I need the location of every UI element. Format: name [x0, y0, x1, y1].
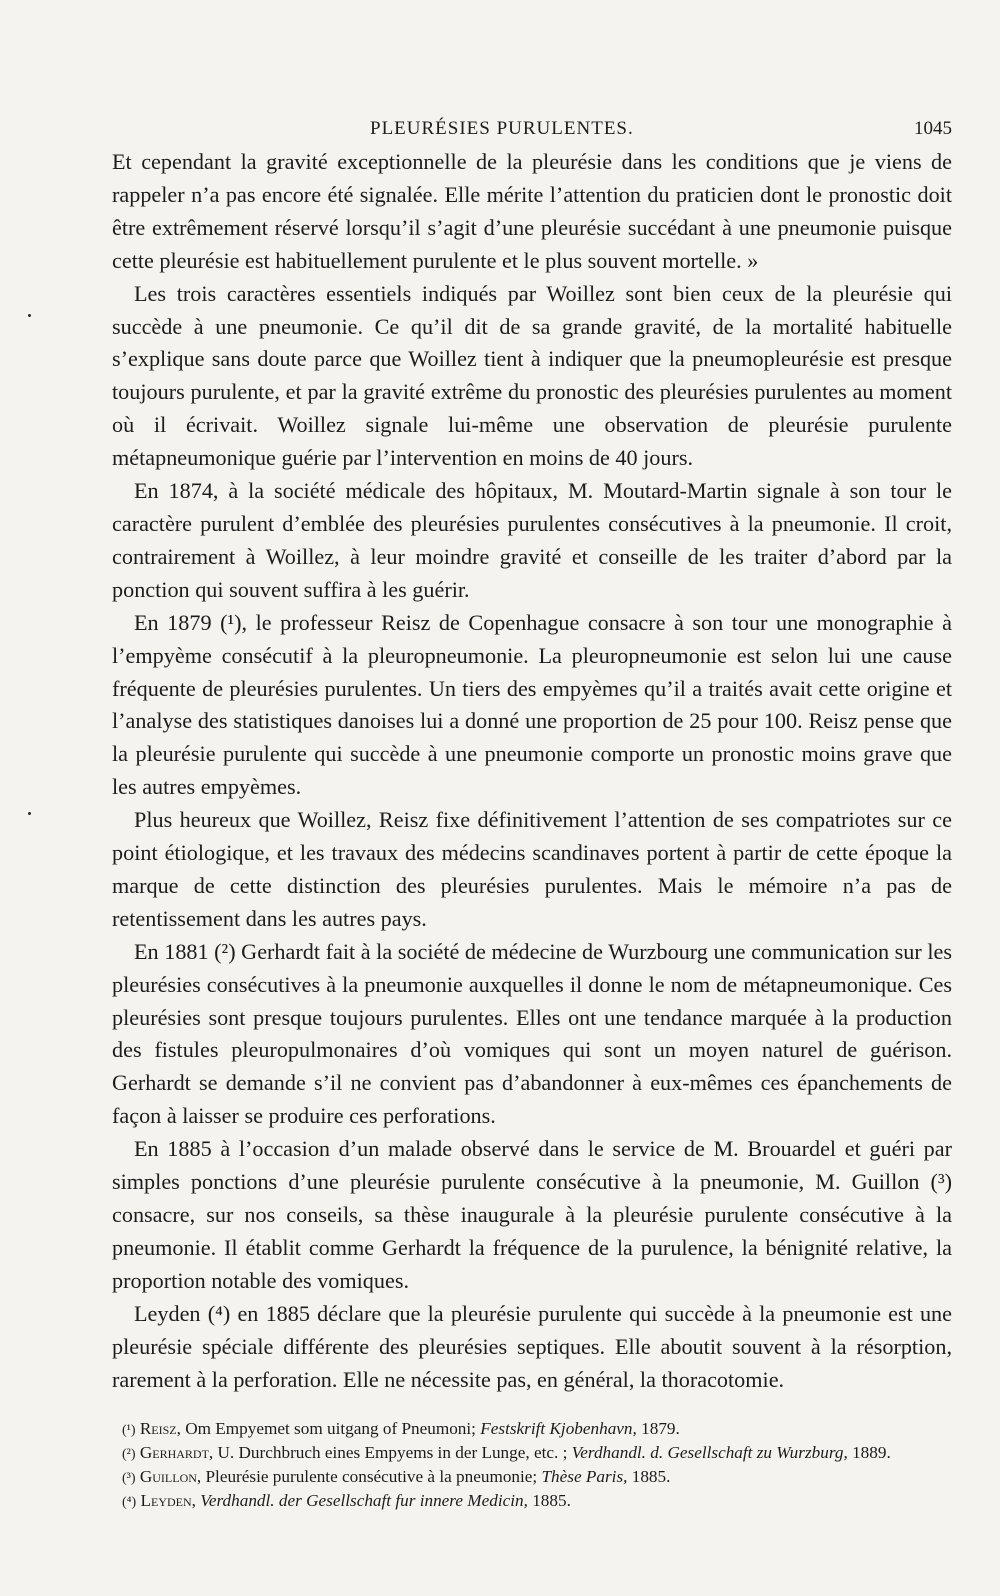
paragraph: En 1879 (¹), le professeur Reisz de Copenhague consacre à son tour une monographie à l’empyème consécutif à la pleuropneumonie. La pleuropneumonie est selon lui une cause fréquente de pleurésies purulentes. Un tiers des empyèmes qu’il a traités avait cette origine et l’analyse des statistiques danoises lui a donné une proportion de 25 pour 100. Reisz pense que la pleurésie purulente qui succède à une pneumonie comporte un pronostic moins grave que les autres empyèmes.	[112, 609, 952, 800]
paragraph: Leyden (⁴) en 1885 déclare que la pleurésie purulente qui succède à la pneumonie est une pleurésie spéciale différente des pleurésies septiques. Elle aboutit souvent à la résorption, rarement à la perforation. Elle ne nécessite pas, en général, la thoracotomie.	[112, 1300, 952, 1392]
footnote-author: Guillon,	[139, 1467, 202, 1487]
footnote-mark: (²)	[122, 1447, 136, 1463]
footnote-source: Festskrift Kjobenhavn,	[480, 1419, 637, 1439]
footnote-text: U. Durchbruch eines Empyems in der Lunge, etc. ;	[213, 1443, 572, 1463]
paragraph: En 1885 à l’occasion d’un malade observé dans le service de M. Brouardel et guéri par simples ponctions d’une pleurésie purulente consécutive à la pneumonie, M. Guillon (³) consacre, sur nos conseils, sa thèse inaugurale à la pleurésie purulente consécutive à la pneumonie. Il établit comme Gerhardt la fréquence de la purulence, la bénignité relative, la proportion notable des vomiques.	[112, 1136, 952, 1293]
running-title: PLEURÉSIES PURULENTES.	[370, 118, 634, 139]
footnote-year: 1885.	[627, 1467, 671, 1487]
footnote-year: 1879.	[636, 1419, 680, 1439]
paragraph: En 1874, à la société médicale des hôpitaux, M. Moutard-Martin signale à son tour le caractère purulent d’emblée des pleurésies purulentes consécutives à la pneumonie. Il croit, contrairement à Woillez, à leur moindre gravité et conseille de les traiter d’abord par la ponction qui souvent suffira à les guérir.	[112, 478, 952, 602]
page-number: 1045	[914, 118, 952, 139]
footnote-author: Gerhardt,	[139, 1443, 214, 1463]
footnote	[112, 1490, 952, 1514]
paragraph: Les trois caractères essentiels indiqués par Woillez sont bien ceux de la pleurésie qui succède à une pneumonie. Ce qu’il dit de sa grande gravité, de la mortalité habituelle s’explique sans doute parce que Woillez tient à indiquer que la pneumopleurésie est presque toujours purulente, et par la gravité extrême du pronostic des pleurésies purulentes au moment où il écrivait. Woillez signale lui-même une observation de pleurésie purulente métapneumonique guérie par l’intervention en moins de 40 jours.	[112, 280, 952, 471]
footnote	[112, 1418, 952, 1442]
footnote-year: 1889.	[847, 1443, 891, 1463]
page	[112, 112, 952, 1514]
footnote-text: Pleurésie purulente consécutive à la pneumonie;	[201, 1467, 542, 1487]
margin-mark	[28, 314, 31, 317]
footnote-author: Leyden,	[140, 1491, 196, 1511]
footnote-author: Reisz,	[139, 1419, 181, 1439]
footnote-source: Verdhandl. der Gesellschaft fur innere Medicin,	[200, 1491, 528, 1511]
footnote	[112, 1466, 952, 1490]
footnotes	[112, 1418, 952, 1514]
footnote	[112, 1442, 952, 1466]
footnote-text: Om Empyemet som uitgang of Pneumoni;	[180, 1419, 481, 1439]
footnote-source: Verdhandl. d. Gesellschaft zu Wurzburg,	[571, 1443, 848, 1463]
body-text	[112, 146, 952, 1396]
paragraph: Plus heureux que Woillez, Reisz fixe définitivement l’attention de ses compatriotes sur ce point étiologique, et les travaux des médecins scandinaves portent à partir de cette époque la marque de cette distinction des pleurésies purulentes. Mais le mémoire n’a pas de retentissement dans les autres pays.	[112, 807, 952, 931]
margin-mark	[28, 812, 31, 815]
running-head	[112, 112, 952, 146]
footnote-mark: (¹)	[122, 1423, 136, 1439]
footnote-mark: (⁴)	[122, 1495, 137, 1511]
paragraph: En 1881 (²) Gerhardt fait à la société de médecine de Wurzbourg une communication sur les pleurésies consécutives à la pneumonie auxquelles il donne le nom de métapneumonique. Ces pleurésies sont presque toujours purulentes. Elles ont une tendance marquée à la production des fistules pleuropulmonaires d’où vomiques qui sont un moyen naturel de guérison. Gerhardt se demande s’il ne convient pas d’abandonner à eux-mêmes ces épanchements de façon à laisser se produire ces perforations.	[112, 938, 952, 1129]
paragraph: Et cependant la gravité exceptionnelle de la pleurésie dans les conditions que je viens de rappeler n’a pas encore été signalée. Elle mérite l’attention du praticien dont le pronostic doit être extrêmement réservé lorsqu’il s’agit d’une pleurésie succédant à une pneumonie puisque cette pleurésie est habituellement purulente et le plus souvent mortelle. »	[112, 149, 952, 273]
footnote-mark: (³)	[122, 1471, 136, 1487]
footnote-year: 1885.	[527, 1491, 571, 1511]
footnote-source: Thèse Paris,	[541, 1467, 628, 1487]
